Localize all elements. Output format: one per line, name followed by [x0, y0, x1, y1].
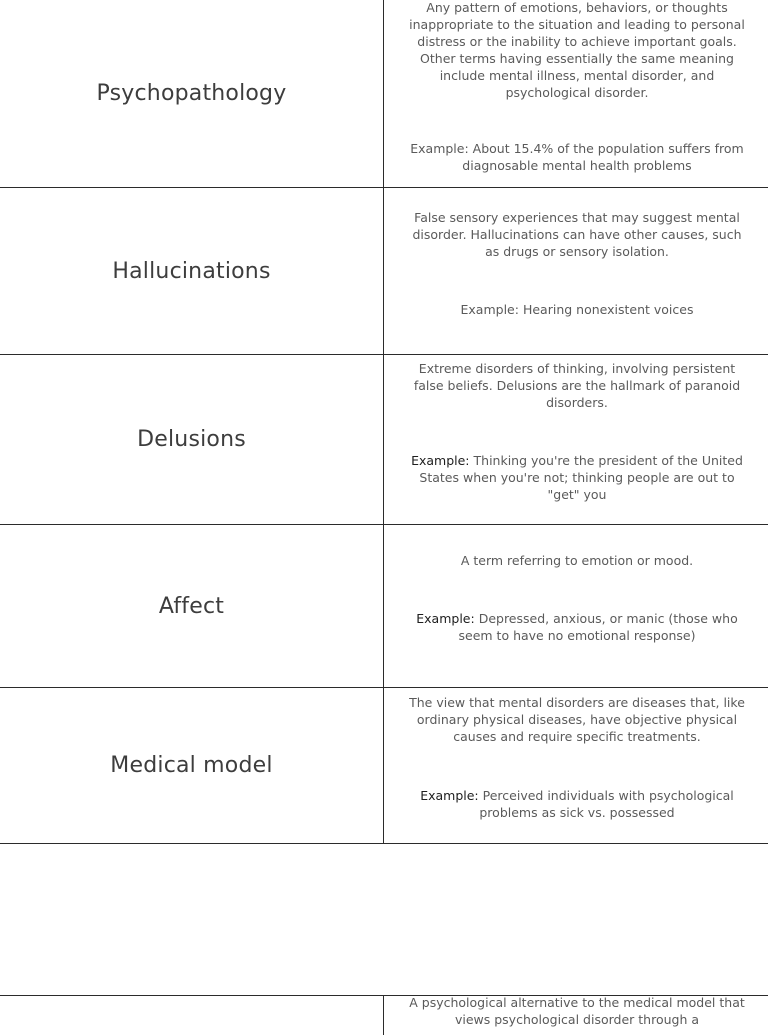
example-text: About 15.4% of the population suffers from diagnosable mental health problems	[462, 141, 744, 173]
example-text: Hearing nonexistent voices	[522, 302, 694, 317]
example	[406, 301, 748, 318]
example-text: Depressed, anxious, or manic (those who seem to have no emotional response)	[458, 611, 738, 643]
definition-cell	[386, 188, 768, 354]
definition-cell	[386, 688, 768, 843]
definition-text: False sensory experiences that may suggest mental disorder. Hallucinations can have other causes, such as drugs or sensory isolation.	[412, 210, 742, 259]
example	[406, 610, 748, 644]
example	[406, 452, 748, 503]
term-text: Hallucinations	[112, 258, 271, 284]
flashcard-row	[0, 355, 768, 525]
example-label: Example:	[411, 453, 470, 468]
definition-text: A psychological alternative to the medical model that views psychological disorder through a	[409, 995, 745, 1027]
example	[406, 140, 748, 174]
flashcard-row	[0, 0, 768, 188]
example	[406, 787, 748, 821]
example-label: Example:	[420, 788, 479, 803]
definition-text: A term referring to emotion or mood.	[460, 553, 694, 568]
definition-text: Any pattern of emotions, behaviors, or thoughts inappropriate to the situation and leading to personal distress or the inability to achieve important goals. Other terms having essentially the same meaning include mental illness, mental disorder, and psychological disorder.	[409, 0, 745, 100]
term-cell	[0, 188, 384, 354]
term-text: Affect	[158, 593, 225, 619]
term-cell	[0, 996, 384, 1035]
flashcard-row	[0, 995, 768, 1035]
term-cell	[0, 0, 384, 187]
example-text: Perceived individuals with psychological problems as sick vs. possessed	[479, 788, 734, 820]
flashcard-row	[0, 525, 768, 688]
definition-cell	[386, 0, 768, 187]
definition-cell	[386, 355, 768, 524]
term-cell	[0, 688, 384, 843]
definition-cell	[386, 525, 768, 687]
flashcard-row	[0, 188, 768, 355]
definition-text: The view that mental disorders are diseases that, like ordinary physical diseases, have objective physical causes and require specific treatments.	[409, 695, 745, 744]
term-cell	[0, 355, 384, 524]
example-label: Example:	[410, 141, 469, 156]
term-text: Psychopathology	[96, 80, 287, 106]
example-label: Example:	[460, 302, 519, 317]
term-text: Medical model	[110, 753, 273, 778]
flashcard-row	[0, 688, 768, 844]
term-cell	[0, 525, 384, 687]
example-text: Thinking you're the president of the United States when you're not; thinking people are out to "get" you	[419, 453, 743, 502]
definition-text: Extreme disorders of thinking, involving persistent false beliefs. Delusions are the hallmark of paranoid disorders.	[413, 361, 741, 410]
term-text: Delusions	[137, 427, 246, 452]
definition-cell	[386, 996, 768, 1035]
example-label: Example:	[416, 611, 475, 626]
